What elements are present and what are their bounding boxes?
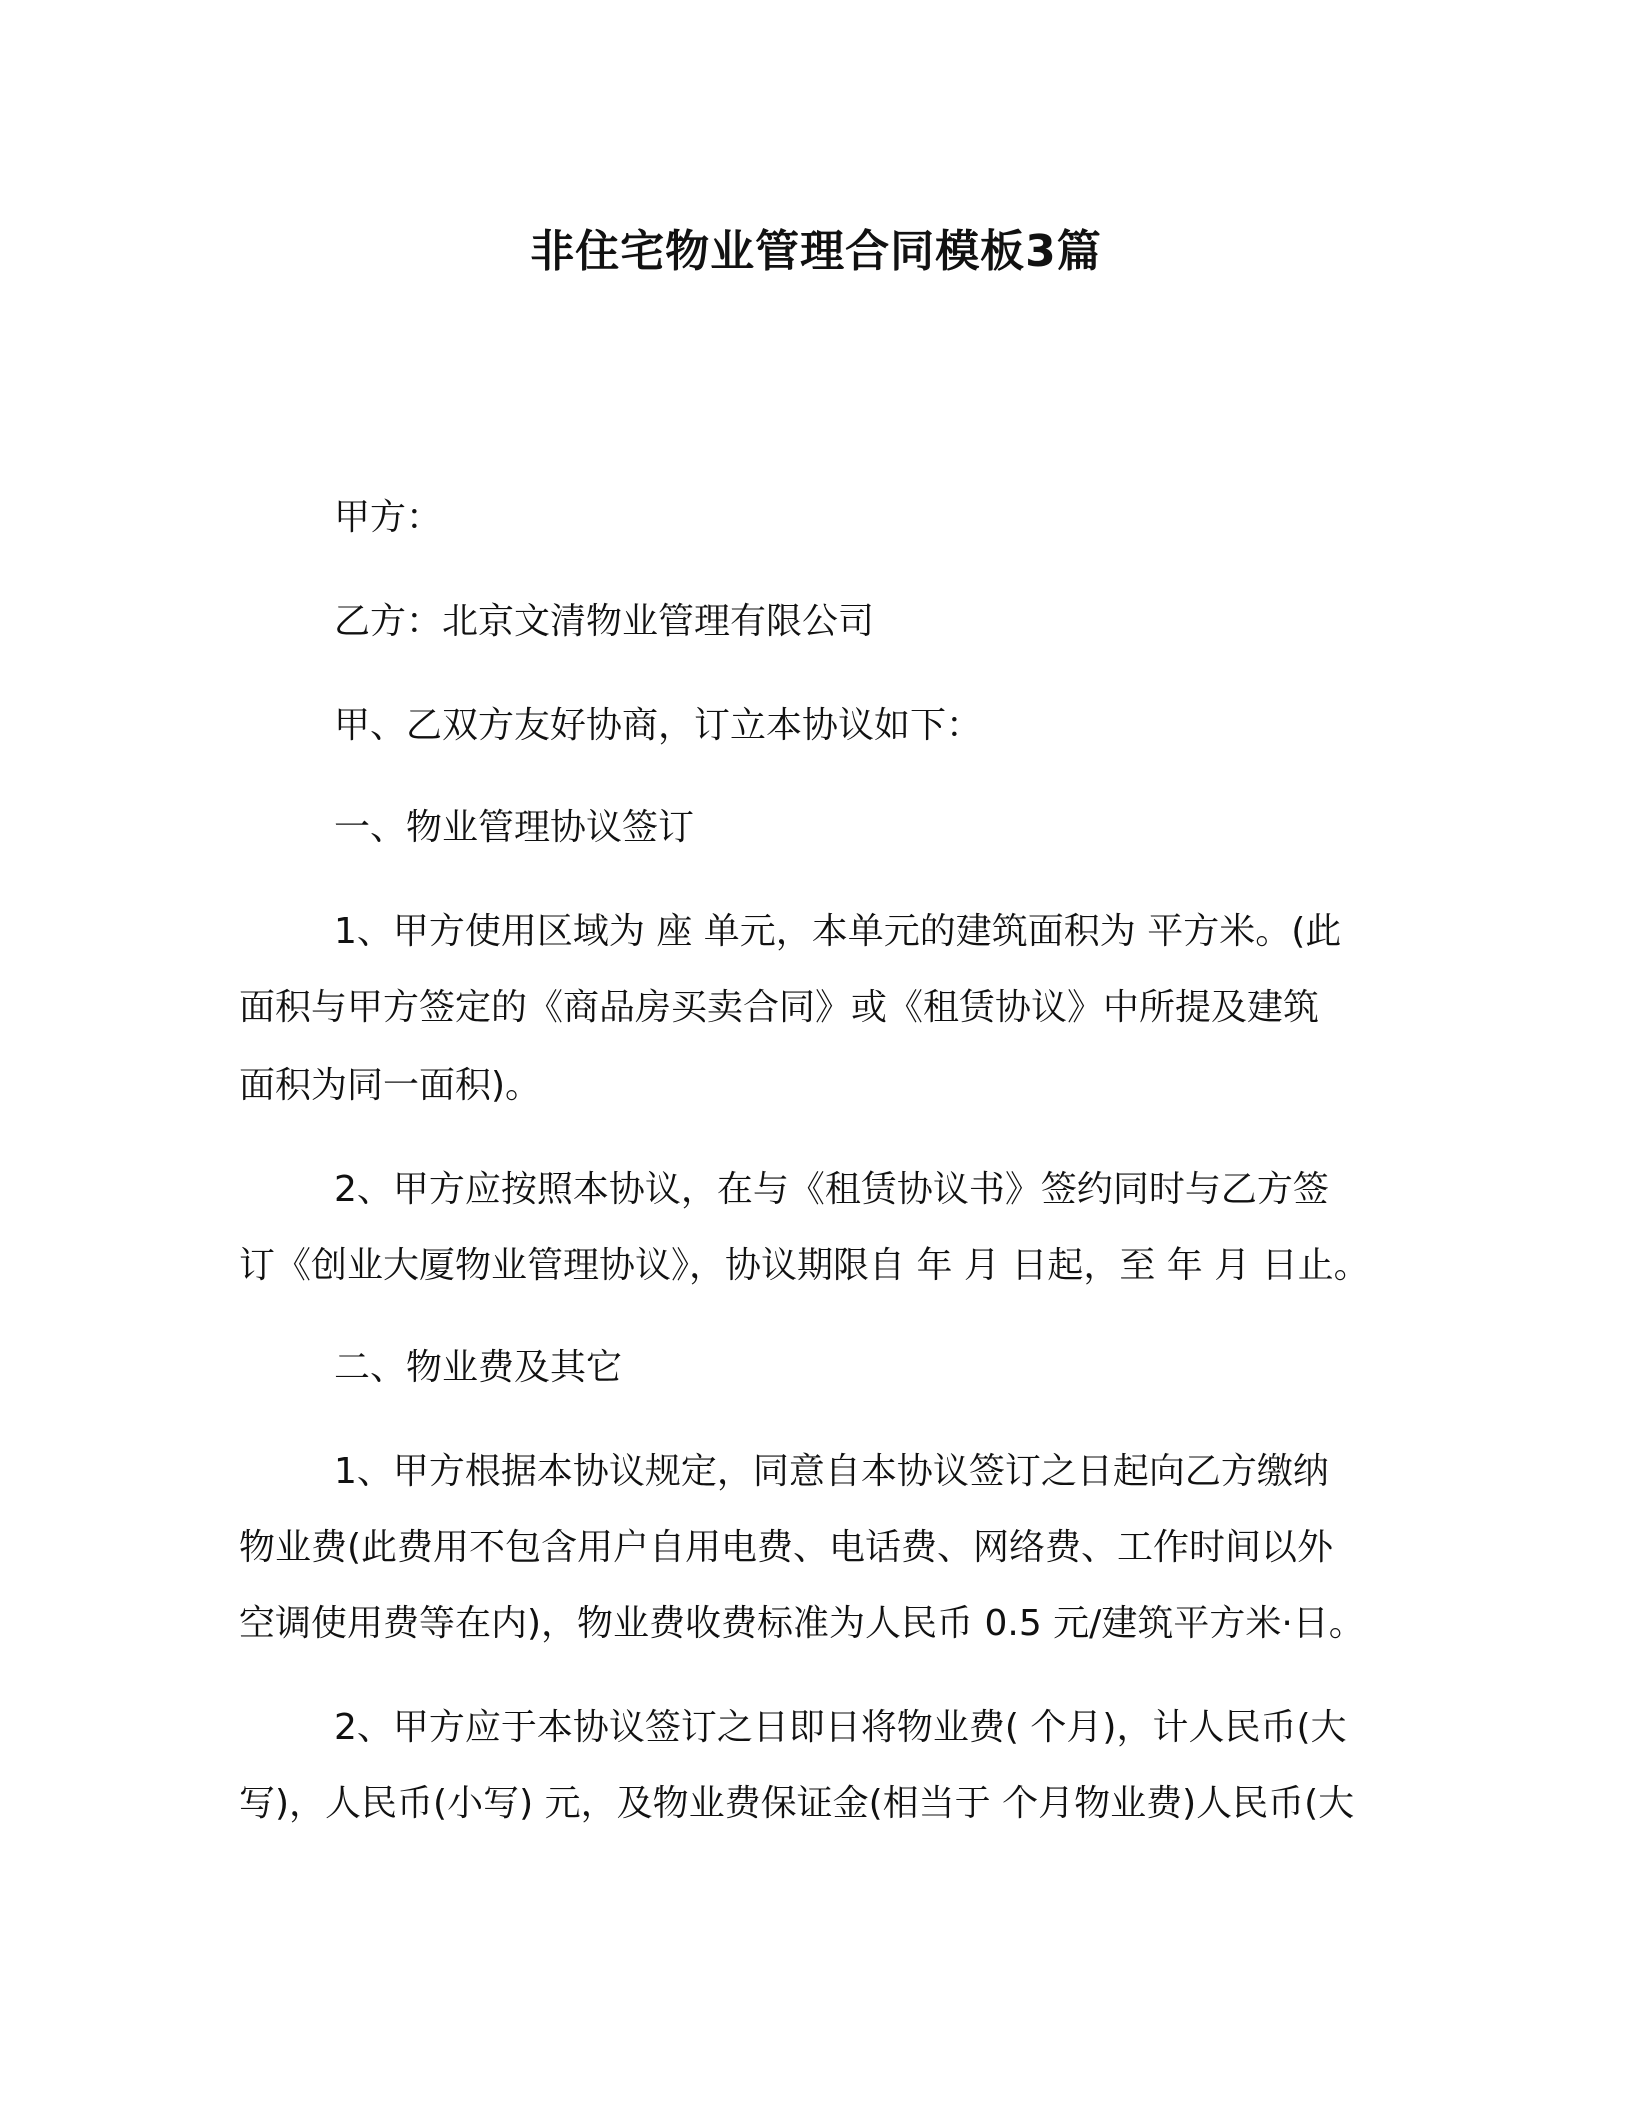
section-2-item-2-line-1: 2、甲方应于本协议签订之日即日将物业费( 个月)，计人民币(大 bbox=[334, 1707, 1347, 1748]
section-1-item-2-line-2: 订《创业大厦物业管理协议》，协议期限自 年 月 日起，至 年 月 日止。 bbox=[239, 1245, 1370, 1286]
section-2-item-1-line-2: 物业费(此费用不包含用户自用电费、电话费、网络费、工作时间以外 bbox=[239, 1527, 1334, 1568]
section-2-item-1-line-1: 1、甲方根据本协议规定，同意自本协议签订之日起向乙方缴纳 bbox=[334, 1451, 1329, 1492]
section-1-heading: 一、物业管理协议签订 bbox=[334, 807, 695, 848]
section-2-heading: 二、物业费及其它 bbox=[334, 1347, 623, 1388]
intro-line: 甲、乙双方友好协商，订立本协议如下： bbox=[334, 705, 983, 746]
document-title: 非住宅物业管理合同模板3篇 bbox=[530, 226, 1102, 277]
section-2-item-2-line-2: 写)，人民币(小写) 元，及物业费保证金(相当于 个月物业费)人民币(大 bbox=[239, 1783, 1355, 1824]
section-1-item-2-line-1: 2、甲方应按照本协议，在与《租赁协议书》签约同时与乙方签 bbox=[334, 1169, 1329, 1210]
party-a-line: 甲方： bbox=[334, 497, 443, 538]
section-1-item-1-line-3: 面积为同一面积)。 bbox=[239, 1065, 542, 1106]
section-1-item-1-line-1: 1、甲方使用区域为 座 单元，本单元的建筑面积为 平方米。(此 bbox=[334, 911, 1342, 952]
party-b-line: 乙方：北京文清物业管理有限公司 bbox=[334, 601, 875, 642]
section-2-item-1-line-3: 空调使用费等在内)，物业费收费标准为人民币 0.5 元/建筑平方米·日。 bbox=[239, 1603, 1365, 1644]
section-1-item-1-line-2: 面积与甲方签定的《商品房买卖合同》或《租赁协议》中所提及建筑 bbox=[239, 987, 1320, 1028]
